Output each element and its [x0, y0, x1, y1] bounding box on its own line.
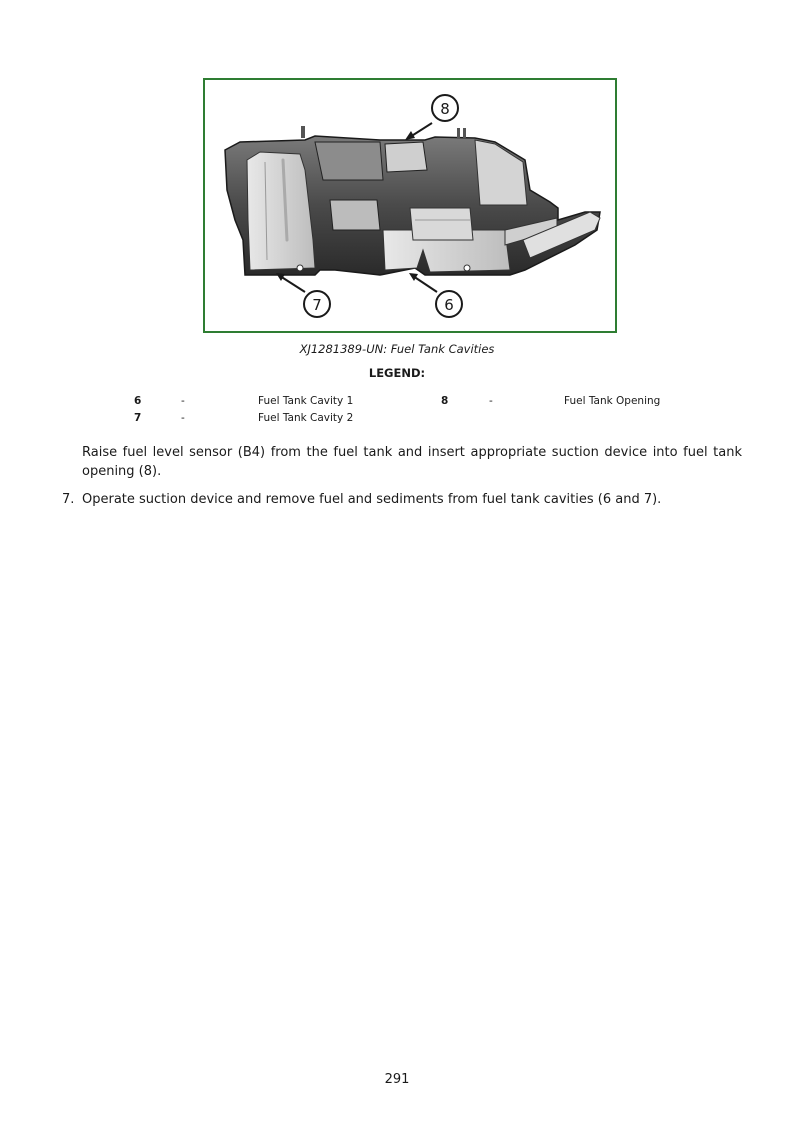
callout-6: 6 [444, 296, 454, 314]
legend-item-6-dash: - [181, 395, 185, 407]
callout-8: 8 [440, 100, 450, 118]
legend-item-7-number: 7 [134, 412, 142, 424]
procedure-step [62, 490, 661, 509]
figure-caption: XJ1281389-UN: Fuel Tank Cavities [299, 342, 495, 356]
page-number: 291 [384, 1072, 410, 1087]
step-text: Operate suction device and remove fuel and sediments from fuel tank cavities (6 and 7). [82, 492, 662, 507]
figure-frame [203, 78, 617, 333]
step-number: 7. [62, 492, 75, 507]
legend-item-7-label: Fuel Tank Cavity 2 [258, 412, 354, 424]
legend-item-6-number: 6 [134, 395, 142, 407]
legend-item-7-dash: - [181, 412, 185, 424]
legend-item-6-label: Fuel Tank Cavity 1 [258, 395, 354, 407]
legend-item-8-label: Fuel Tank Opening [564, 395, 661, 407]
instruction-paragraph: Raise fuel level sensor (B4) from the fuel tank and insert appropriate suction device into fuel tank opening (8). [82, 445, 742, 479]
fuel-tank-illustration [205, 80, 615, 331]
callout-7: 7 [312, 296, 322, 314]
legend-item-8-dash: - [489, 395, 493, 407]
legend-item-8-number: 8 [441, 395, 449, 407]
legend-title: LEGEND: [368, 366, 426, 380]
